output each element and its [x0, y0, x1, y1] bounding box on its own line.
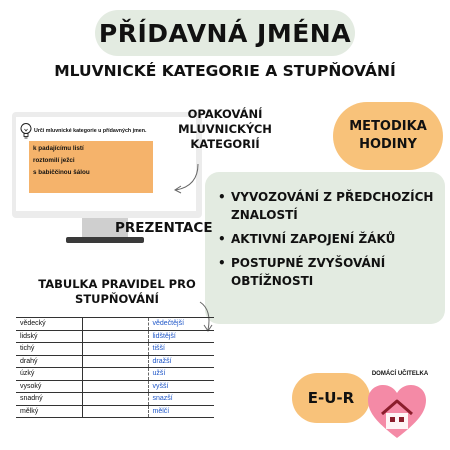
cell-comparative: vyšší — [148, 380, 214, 393]
cell-base: drahý — [16, 355, 82, 368]
comparison-table — [16, 317, 214, 418]
table-row — [16, 355, 214, 368]
bullet-text: ZNALOSTÍ — [231, 208, 298, 222]
table-row — [16, 405, 214, 418]
cell-comparative: vědečtější — [148, 318, 214, 331]
screen-task: Urči mluvnické kategorie u přídavných jmen. — [34, 128, 147, 134]
arrow-icon — [168, 160, 208, 200]
cell-base: snadný — [16, 393, 82, 406]
cell-blank — [82, 355, 148, 368]
lightbulb-icon — [19, 122, 33, 140]
tabulka-line: TABULKA PRAVIDEL PRO — [38, 277, 196, 291]
cell-blank — [82, 318, 148, 331]
cell-comparative: snazší — [148, 393, 214, 406]
opakovani-label — [160, 107, 290, 152]
eur-badge: E-U-R — [292, 373, 370, 423]
bullet-item — [218, 230, 433, 248]
opakovani-line: OPAKOVÁNÍ — [187, 107, 263, 121]
opakovani-line: MLUVNICKÝCH — [178, 122, 272, 136]
metodika-line: METODIKA — [349, 119, 427, 134]
bullet-text: • VYVOZOVÁNÍ Z PŘEDCHOZÍCH — [231, 190, 434, 204]
cell-blank — [82, 343, 148, 356]
cell-base: vysoký — [16, 380, 82, 393]
bullet-text: OBTÍŽNOSTI — [231, 274, 314, 288]
screen-answers — [29, 141, 153, 193]
table-row — [16, 343, 214, 356]
cell-base: mělký — [16, 405, 82, 418]
table-row — [16, 368, 214, 381]
cell-blank — [82, 405, 148, 418]
table-row — [16, 380, 214, 393]
bullet-list — [218, 188, 433, 296]
prezentace-label: PREZENTACE — [115, 220, 213, 236]
tabulka-line: STUPŇOVÁNÍ — [75, 292, 159, 306]
bullet-item — [218, 254, 433, 290]
cell-blank — [82, 393, 148, 406]
cell-blank — [82, 380, 148, 393]
cell-comparative: užší — [148, 368, 214, 381]
page-subtitle: MLUVNICKÉ KATEGORIE A STUPŇOVÁNÍ — [54, 62, 396, 80]
tabulka-label — [22, 277, 212, 307]
brand-name: DOMÁCÍ UČITELKA — [371, 371, 429, 377]
metodika-line: HODINY — [359, 137, 417, 152]
monitor-base — [66, 237, 144, 243]
table-row — [16, 330, 214, 343]
cell-base: tichý — [16, 343, 82, 356]
bullet-text: • AKTIVNÍ ZAPOJENÍ ŽÁKŮ — [231, 232, 396, 246]
cell-blank — [82, 368, 148, 381]
table-row — [16, 393, 214, 406]
cell-comparative: tišší — [148, 343, 214, 356]
title-pill — [95, 10, 355, 56]
opakovani-line: KATEGORIÍ — [190, 137, 260, 151]
cell-comparative: lidštější — [148, 330, 214, 343]
cell-base: lidský — [16, 330, 82, 343]
metodika-badge — [333, 102, 443, 170]
cell-comparative: dražší — [148, 355, 214, 368]
answer-item: roztomilí ježci — [33, 157, 75, 164]
answer-item: s babiččinou šálou — [33, 169, 90, 176]
cell-base: úzký — [16, 368, 82, 381]
bullet-text: • POSTUPNÉ ZVYŠOVÁNÍ — [231, 256, 386, 270]
table-row — [16, 318, 214, 331]
cell-blank — [82, 330, 148, 343]
heart-house-logo — [366, 384, 428, 440]
page-title: PŘÍDAVNÁ JMÉNA — [98, 18, 352, 48]
cell-base: vědecký — [16, 318, 82, 331]
answer-item: k padajícímu listí — [33, 145, 84, 152]
bullet-item — [218, 188, 433, 224]
cell-comparative: mělčí — [148, 405, 214, 418]
